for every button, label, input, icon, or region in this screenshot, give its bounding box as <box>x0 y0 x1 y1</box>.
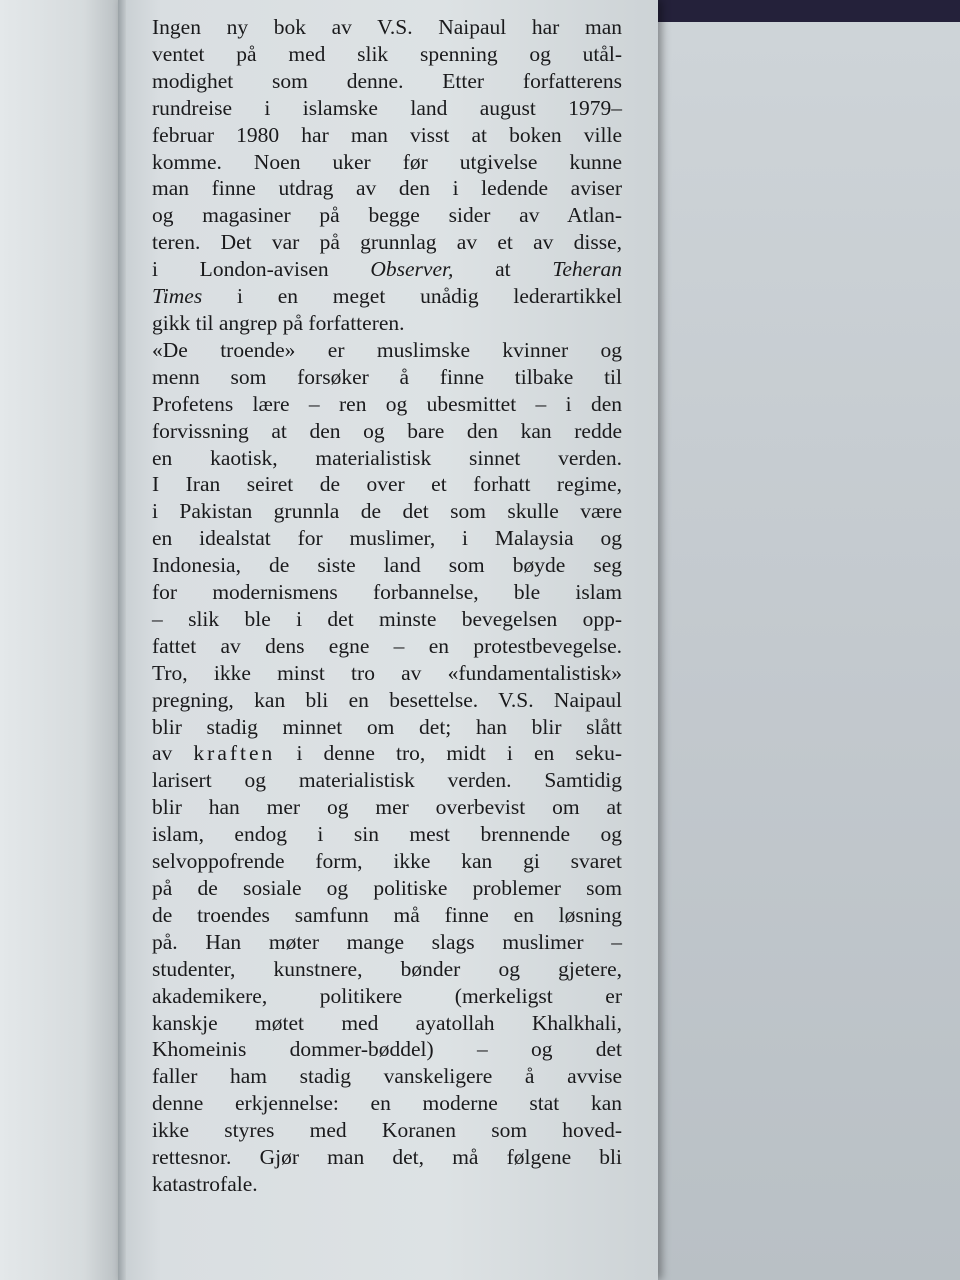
text-line: «De troende» er muslimske kvinner og <box>152 337 622 362</box>
text-line: Tro, ikke minst tro av «fundamentalistisk» <box>152 660 622 685</box>
text-line: katastrofale. <box>152 1171 258 1196</box>
blurb-text <box>152 14 622 1198</box>
text-line: menn som forsøker å finne tilbake til <box>152 364 622 389</box>
text-line: en kaotisk, materialistisk sinnet verden. <box>152 445 622 470</box>
text-line: I Iran seiret de over et forhatt regime, <box>152 472 622 497</box>
text-line: kanskje møtet med ayatollah Khalkhali, <box>152 1010 622 1035</box>
text-line <box>152 740 622 767</box>
text-line: rundreise i islamske land august 1979– <box>152 95 622 120</box>
text-line: i Pakistan grunnla de det som skulle være <box>152 499 622 524</box>
text-line: på. Han møter mange slags muslimer – <box>152 929 622 954</box>
text-line: man finne utdrag av den i ledende aviser <box>152 176 622 201</box>
text-line: for modernismens forbannelse, ble islam <box>152 580 622 605</box>
text-line <box>152 283 622 310</box>
text-line: komme. Noen uker før utgivelse kunne <box>152 149 622 174</box>
background-surface <box>0 0 120 1280</box>
text-line: en idealstat for muslimer, i Malaysia og <box>152 526 622 551</box>
text-line: de troendes samfunn må finne en løsning <box>152 902 622 927</box>
flap-fold-edge <box>118 0 126 1280</box>
text-line: Profetens lære – ren og ubesmittet – i den <box>152 391 622 416</box>
text-line: studenter, kunstnere, bønder og gjetere, <box>152 956 622 981</box>
text-line: på de sosiale og politiske problemer som <box>152 876 622 900</box>
text-line: ventet på med slik spenning og utål- <box>152 41 622 66</box>
text-run: av <box>152 741 173 766</box>
text-line: pregning, kan bli en besettelse. V.S. Naipaul <box>152 687 622 712</box>
book-cover-top-band <box>640 0 960 22</box>
text-run: i denne tro, midt i en seku- <box>296 741 622 766</box>
text-line: akademikere, politikere (merkeligst er <box>152 983 622 1008</box>
text-line: gikk til angrep på forfatteren. <box>152 310 405 335</box>
text-line: og magasiner på begge sider av Atlan- <box>152 203 622 228</box>
text-run: i London-avisen <box>152 257 329 282</box>
text-line: blir stadig minnet om det; han blir slått <box>152 714 622 739</box>
newspaper-title: Observer, <box>370 257 454 282</box>
text-line: Ingen ny bok av V.S. Naipaul har man <box>152 15 622 39</box>
text-line <box>152 256 622 283</box>
newspaper-title: Teheran <box>552 257 623 282</box>
book-cover-board <box>652 22 960 1280</box>
text-line: Indonesia, de siste land som bøyde seg <box>152 553 622 578</box>
text-line: modighet som denne. Etter forfatterens <box>152 68 622 93</box>
text-line: faller ham stadig vanskeligere å avvise <box>152 1064 622 1089</box>
text-line: selvoppofrende form, ikke kan gi svaret <box>152 849 622 874</box>
text-line: fattet av dens egne – en protestbevegelse. <box>152 633 622 658</box>
text-line: teren. Det var på grunnlag av et av disse, <box>152 230 622 255</box>
text-run: at <box>495 257 511 282</box>
text-line: februar 1980 har man visst at boken ville <box>152 122 622 147</box>
text-line: – slik ble i det minste bevegelsen opp- <box>152 606 622 631</box>
text-line: larisert og materialistisk verden. Samtidig <box>152 768 622 793</box>
text-line: Khomeinis dommer-bøddel) – og det <box>152 1037 622 1062</box>
newspaper-title: Times <box>152 284 203 309</box>
text-run: i en meget unådig lederartikkel <box>236 284 623 309</box>
text-line: forvissning at den og bare den kan redde <box>152 418 622 443</box>
spaced-word: kraften <box>193 741 276 766</box>
text-line: islam, endog i sin mest brennende og <box>152 822 622 847</box>
text-line: rettesnor. Gjør man det, må følgene bli <box>152 1145 622 1170</box>
text-line: ikke styres med Koranen som hoved- <box>152 1118 622 1143</box>
text-line: denne erkjennelse: en moderne stat kan <box>152 1091 622 1116</box>
text-line: blir han mer og mer overbevist om at <box>152 795 622 820</box>
